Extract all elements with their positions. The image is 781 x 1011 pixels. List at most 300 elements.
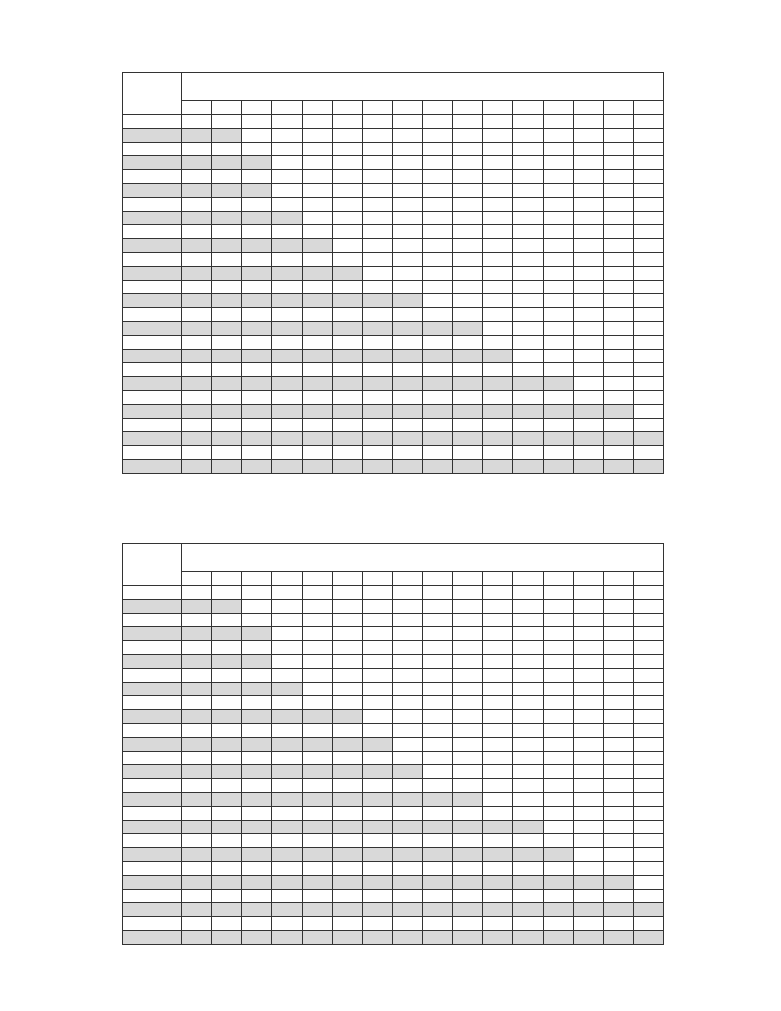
grid-cell xyxy=(573,930,603,944)
grid-cell xyxy=(603,390,633,404)
row-label-cell xyxy=(123,280,182,294)
table-row xyxy=(123,377,664,391)
column-header-cell xyxy=(423,572,453,586)
grid-cell xyxy=(573,418,603,432)
grid-cell xyxy=(242,737,272,751)
grid-cell xyxy=(242,404,272,418)
grid-cell xyxy=(633,751,663,765)
grid-cell xyxy=(272,156,302,170)
grid-cell xyxy=(212,779,242,793)
grid-cell xyxy=(603,792,633,806)
grid-cell xyxy=(513,308,543,322)
grid-cell xyxy=(423,459,453,473)
grid-cell xyxy=(212,792,242,806)
grid-cell xyxy=(392,446,422,460)
grid-cell xyxy=(483,280,513,294)
grid-cell xyxy=(603,183,633,197)
grid-cell xyxy=(272,861,302,875)
grid-cell xyxy=(573,654,603,668)
grid-cell xyxy=(423,170,453,184)
grid-cell xyxy=(182,765,212,779)
grid-cell xyxy=(302,197,332,211)
grid-cell xyxy=(633,723,663,737)
grid-cell xyxy=(392,627,422,641)
grid-cell xyxy=(272,115,302,129)
grid-cell xyxy=(423,903,453,917)
grid-cell xyxy=(392,917,422,931)
grid-cell xyxy=(332,459,362,473)
row-label-cell xyxy=(123,252,182,266)
column-header-cell xyxy=(633,101,663,115)
grid-cell xyxy=(603,930,633,944)
grid-cell xyxy=(332,889,362,903)
grid-cell xyxy=(362,239,392,253)
row-label-cell xyxy=(123,710,182,724)
grid-cell xyxy=(182,197,212,211)
grid-cell xyxy=(212,834,242,848)
grid-cell xyxy=(573,820,603,834)
grid-cell xyxy=(212,266,242,280)
grid-cell xyxy=(272,266,302,280)
grid-cell xyxy=(362,404,392,418)
grid-cell xyxy=(302,128,332,142)
table-row xyxy=(123,599,664,613)
row-label-cell xyxy=(123,142,182,156)
grid-cell xyxy=(513,266,543,280)
grid-cell xyxy=(212,668,242,682)
grid-cell xyxy=(513,627,543,641)
grid-cell xyxy=(453,668,483,682)
grid-cell xyxy=(242,432,272,446)
grid-cell xyxy=(242,390,272,404)
grid-cell xyxy=(272,765,302,779)
grid-cell xyxy=(423,641,453,655)
grid-cell xyxy=(543,903,573,917)
row-label-cell xyxy=(123,197,182,211)
grid-cell xyxy=(242,211,272,225)
column-header-cell xyxy=(362,101,392,115)
grid-cell xyxy=(362,710,392,724)
grid-cell xyxy=(633,239,663,253)
grid-cell xyxy=(453,889,483,903)
grid-cell xyxy=(453,627,483,641)
grid-cell xyxy=(272,820,302,834)
grid-cell xyxy=(332,696,362,710)
grid-cell xyxy=(332,390,362,404)
grid-cell xyxy=(543,170,573,184)
row-label-cell xyxy=(123,128,182,142)
grid-cell xyxy=(242,321,272,335)
table-row xyxy=(123,459,664,473)
grid-cell xyxy=(242,682,272,696)
grid-cell xyxy=(242,641,272,655)
grid-cell xyxy=(272,848,302,862)
grid-cell xyxy=(392,211,422,225)
grid-cell xyxy=(182,917,212,931)
grid-cell xyxy=(302,668,332,682)
grid-cell xyxy=(573,737,603,751)
table-row xyxy=(123,280,664,294)
grid-cell xyxy=(332,128,362,142)
grid-cell xyxy=(182,280,212,294)
grid-cell xyxy=(272,806,302,820)
grid-cell xyxy=(212,211,242,225)
grid-cell xyxy=(603,363,633,377)
grid-cell xyxy=(272,903,302,917)
grid-cell xyxy=(212,696,242,710)
column-header-cell xyxy=(603,101,633,115)
grid-cell xyxy=(362,115,392,129)
grid-cell xyxy=(633,363,663,377)
grid-cell xyxy=(573,723,603,737)
grid-cell xyxy=(272,723,302,737)
grid-cell xyxy=(573,197,603,211)
grid-cell xyxy=(603,641,633,655)
grid-cell xyxy=(332,183,362,197)
grid-cell xyxy=(513,930,543,944)
grid-cell xyxy=(573,792,603,806)
grid-cell xyxy=(272,128,302,142)
grid-cell xyxy=(332,875,362,889)
grid-cell xyxy=(543,156,573,170)
grid-cell xyxy=(392,294,422,308)
grid-cell xyxy=(302,737,332,751)
grid-cell xyxy=(242,710,272,724)
grid-cell xyxy=(423,335,453,349)
grid-cell xyxy=(362,252,392,266)
column-header-cell xyxy=(513,572,543,586)
column-header-cell xyxy=(182,572,212,586)
grid-cell xyxy=(453,170,483,184)
grid-cell xyxy=(573,875,603,889)
grid-cell xyxy=(242,266,272,280)
grid-cell xyxy=(392,418,422,432)
grid-cell xyxy=(483,668,513,682)
grid-cell xyxy=(362,875,392,889)
grid-cell xyxy=(302,654,332,668)
grid-cell xyxy=(332,142,362,156)
grid-cell xyxy=(513,128,543,142)
row-label-cell xyxy=(123,682,182,696)
table-row xyxy=(123,363,664,377)
grid-cell xyxy=(543,377,573,391)
grid-cell xyxy=(453,197,483,211)
grid-cell xyxy=(302,806,332,820)
grid-cell xyxy=(272,183,302,197)
grid-cell xyxy=(453,737,483,751)
grid-cell xyxy=(513,917,543,931)
header-row xyxy=(123,544,664,572)
grid-cell xyxy=(603,834,633,848)
grid-cell xyxy=(603,211,633,225)
row-label-cell xyxy=(123,349,182,363)
grid-cell xyxy=(573,599,603,613)
grid-cell xyxy=(633,156,663,170)
grid-cell xyxy=(212,335,242,349)
grid-cell xyxy=(573,349,603,363)
grid-cell xyxy=(392,349,422,363)
table-row xyxy=(123,806,664,820)
grid-cell xyxy=(392,889,422,903)
grid-cell xyxy=(483,225,513,239)
column-header-cell xyxy=(392,101,422,115)
grid-cell xyxy=(513,586,543,600)
grid-cell xyxy=(453,641,483,655)
grid-cell xyxy=(392,765,422,779)
grid-cell xyxy=(362,682,392,696)
grid-cell xyxy=(332,252,362,266)
grid-cell xyxy=(603,599,633,613)
grid-cell xyxy=(603,446,633,460)
grid-cell xyxy=(453,861,483,875)
grid-cell xyxy=(362,834,392,848)
grid-cell xyxy=(212,654,242,668)
grid-cell xyxy=(182,183,212,197)
grid-cell xyxy=(513,280,543,294)
grid-cell xyxy=(212,820,242,834)
grid-cell xyxy=(212,418,242,432)
row-label-cell xyxy=(123,115,182,129)
grid-cell xyxy=(242,156,272,170)
grid-cell xyxy=(543,390,573,404)
grid-cell xyxy=(513,211,543,225)
grid-cell xyxy=(633,404,663,418)
grid-cell xyxy=(332,903,362,917)
grid-cell xyxy=(242,349,272,363)
grid-cell xyxy=(332,710,362,724)
grid-cell xyxy=(212,308,242,322)
grid-cell xyxy=(362,156,392,170)
grid-cell xyxy=(362,613,392,627)
grid-cell xyxy=(362,349,392,363)
grid-cell xyxy=(633,917,663,931)
grid-cell xyxy=(423,446,453,460)
grid-cell xyxy=(212,197,242,211)
grid-cell xyxy=(483,792,513,806)
grid-cell xyxy=(272,418,302,432)
grid-cell xyxy=(513,390,543,404)
grid-cell xyxy=(212,710,242,724)
grid-cell xyxy=(362,779,392,793)
grid-cell xyxy=(362,654,392,668)
grid-cell xyxy=(302,848,332,862)
grid-cell xyxy=(182,211,212,225)
grid-cell xyxy=(332,861,362,875)
grid-cell xyxy=(603,737,633,751)
grid-cell xyxy=(483,586,513,600)
grid-cell xyxy=(272,834,302,848)
grid-cell xyxy=(182,848,212,862)
grid-cell xyxy=(212,903,242,917)
grid-cell xyxy=(242,128,272,142)
grid-cell xyxy=(242,723,272,737)
grid-cell xyxy=(453,335,483,349)
row-label-cell xyxy=(123,779,182,793)
grid-cell xyxy=(573,682,603,696)
grid-cell xyxy=(573,834,603,848)
grid-cell xyxy=(332,930,362,944)
grid-cell xyxy=(182,225,212,239)
grid-cell xyxy=(633,432,663,446)
column-header-cell xyxy=(302,101,332,115)
grid-cell xyxy=(182,641,212,655)
grid-cell xyxy=(302,363,332,377)
grid-cell xyxy=(362,142,392,156)
grid-cell xyxy=(362,266,392,280)
grid-cell xyxy=(453,806,483,820)
grid-cell xyxy=(272,377,302,391)
grid-cell xyxy=(302,599,332,613)
grid-cell xyxy=(603,806,633,820)
grid-cell xyxy=(453,390,483,404)
grid-cell xyxy=(362,308,392,322)
grid-cell xyxy=(332,737,362,751)
grid-cell xyxy=(603,668,633,682)
grid-cell xyxy=(573,183,603,197)
grid-cell xyxy=(453,779,483,793)
grid-cell xyxy=(543,875,573,889)
grid-cell xyxy=(392,183,422,197)
table-row xyxy=(123,197,664,211)
grid-cell xyxy=(242,225,272,239)
grid-cell xyxy=(573,128,603,142)
grid-cell xyxy=(182,737,212,751)
grid-cell xyxy=(272,239,302,253)
table-row xyxy=(123,696,664,710)
grid-cell xyxy=(302,156,332,170)
grid-cell xyxy=(453,128,483,142)
grid-cell xyxy=(543,765,573,779)
table-row xyxy=(123,170,664,184)
grid-cell xyxy=(212,170,242,184)
grid-cell xyxy=(182,252,212,266)
grid-cell xyxy=(453,446,483,460)
grid-cell xyxy=(543,252,573,266)
table-row xyxy=(123,668,664,682)
row-label-cell xyxy=(123,903,182,917)
grid-cell xyxy=(392,861,422,875)
grid-cell xyxy=(573,266,603,280)
grid-cell xyxy=(392,751,422,765)
grid-cell xyxy=(242,239,272,253)
grid-cell xyxy=(302,349,332,363)
grid-cell xyxy=(483,737,513,751)
grid-cell xyxy=(453,363,483,377)
grid-cell xyxy=(392,654,422,668)
grid-cell xyxy=(182,668,212,682)
grid-cell xyxy=(242,848,272,862)
grid-cell xyxy=(332,115,362,129)
table-row xyxy=(123,335,664,349)
grid-cell xyxy=(573,779,603,793)
grid-cell xyxy=(513,668,543,682)
grid-cell xyxy=(573,668,603,682)
grid-cell xyxy=(242,765,272,779)
grid-cell xyxy=(633,627,663,641)
row-label-cell xyxy=(123,225,182,239)
grid-cell xyxy=(453,280,483,294)
grid-cell xyxy=(332,682,362,696)
grid-cell xyxy=(302,211,332,225)
grid-cell xyxy=(633,930,663,944)
grid-cell xyxy=(242,280,272,294)
table-row xyxy=(123,613,664,627)
grid-cell xyxy=(212,156,242,170)
table-row xyxy=(123,930,664,944)
grid-cell xyxy=(212,641,242,655)
column-header-cell xyxy=(603,572,633,586)
grid-cell xyxy=(453,848,483,862)
grid-cell xyxy=(543,710,573,724)
grid-cell xyxy=(543,586,573,600)
column-header-cell xyxy=(242,101,272,115)
grid-cell xyxy=(453,349,483,363)
grid-cell xyxy=(603,266,633,280)
grid-cell xyxy=(332,848,362,862)
grid-cell xyxy=(453,696,483,710)
grid-cell xyxy=(362,128,392,142)
table-row xyxy=(123,239,664,253)
grid-cell xyxy=(423,682,453,696)
grid-cell xyxy=(453,404,483,418)
grid-cell xyxy=(633,142,663,156)
table-row xyxy=(123,156,664,170)
grid-cell xyxy=(603,335,633,349)
table-row xyxy=(123,294,664,308)
grid-cell xyxy=(543,294,573,308)
column-header-cell xyxy=(633,572,663,586)
grid-cell xyxy=(242,363,272,377)
grid-cell xyxy=(543,197,573,211)
grid-table-2 xyxy=(122,543,664,945)
grid-cell xyxy=(633,335,663,349)
grid-cell xyxy=(212,404,242,418)
grid-cell xyxy=(392,599,422,613)
grid-cell xyxy=(453,682,483,696)
row-label-cell xyxy=(123,641,182,655)
grid-cell xyxy=(332,654,362,668)
grid-cell xyxy=(423,668,453,682)
grid-cell xyxy=(633,418,663,432)
column-header-cell xyxy=(362,572,392,586)
grid-cell xyxy=(182,613,212,627)
grid-cell xyxy=(483,627,513,641)
grid-cell xyxy=(543,654,573,668)
grid-cell xyxy=(212,446,242,460)
grid-cell xyxy=(302,390,332,404)
grid-cell xyxy=(392,834,422,848)
grid-cell xyxy=(573,586,603,600)
grid-cell xyxy=(423,930,453,944)
row-label-cell xyxy=(123,335,182,349)
grid-cell xyxy=(242,418,272,432)
grid-cell xyxy=(513,294,543,308)
grid-cell xyxy=(302,280,332,294)
grid-cell xyxy=(513,363,543,377)
grid-cell xyxy=(332,806,362,820)
grid-cell xyxy=(362,641,392,655)
grid-cell xyxy=(212,627,242,641)
grid-cell xyxy=(242,806,272,820)
grid-cell xyxy=(332,765,362,779)
grid-cell xyxy=(272,390,302,404)
grid-cell xyxy=(633,903,663,917)
grid-cell xyxy=(302,459,332,473)
grid-cell xyxy=(302,723,332,737)
grid-cell xyxy=(362,586,392,600)
grid-cell xyxy=(453,710,483,724)
row-label-cell xyxy=(123,404,182,418)
